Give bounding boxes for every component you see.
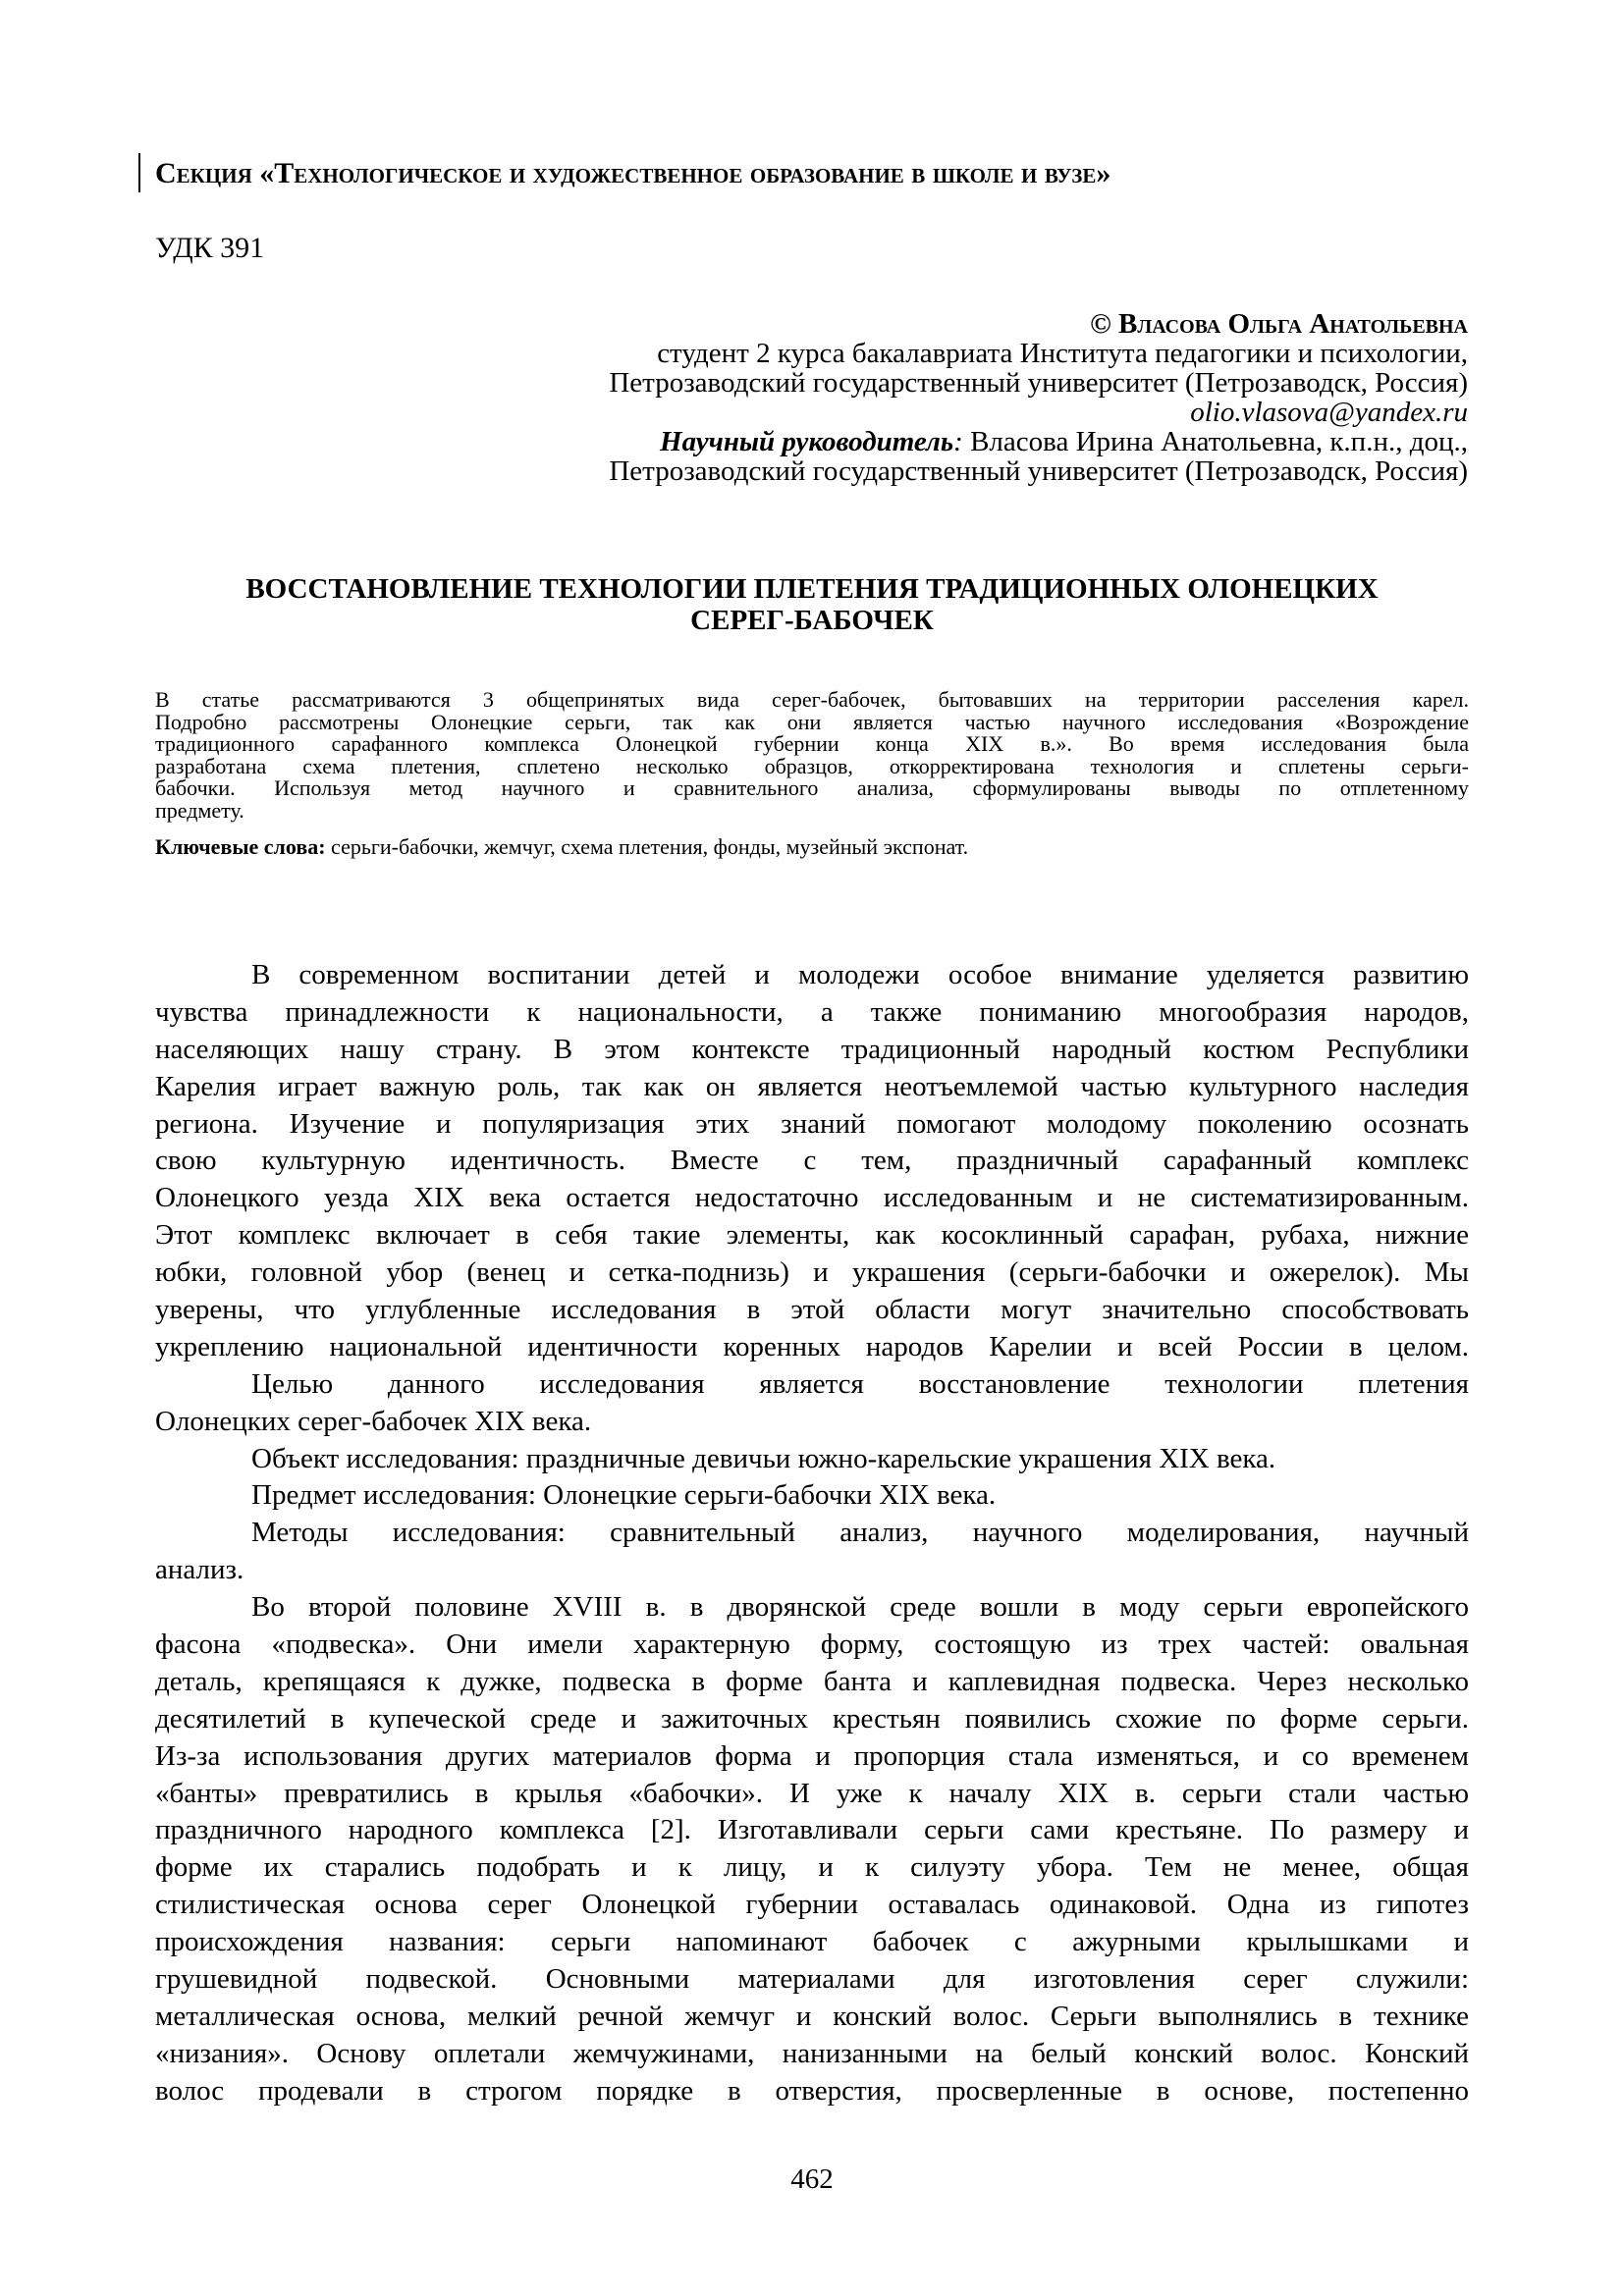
margin-bar xyxy=(138,153,140,192)
advisor-colon: : xyxy=(953,426,963,457)
udk-code: УДК 391 xyxy=(155,232,265,264)
advisor-line xyxy=(609,427,1468,456)
author-block xyxy=(609,309,1468,486)
advisor-affiliation: Петрозаводский государственный университет (Петрозаводск, Россия) xyxy=(609,455,1468,487)
body-line: юбки, головной убор (венец и сетка-поднизь) и украшения (серьги-бабочки и ожерелок). Мы xyxy=(155,1256,1469,1289)
abstract-line: В статье рассматриваются 3 общепринятых вида серег-бабочек, бытовавших на территории расселения карел. xyxy=(155,687,1469,712)
title-line: СЕРЕГ-БАБОЧЕК xyxy=(690,605,934,636)
title-line: ВОССТАНОВЛЕНИЕ ТЕХНОЛОГИИ ПЛЕТЕНИЯ ТРАДИЦИОННЫХ ОЛОНЕЦКИХ xyxy=(245,573,1379,605)
body-line: Объект исследования: праздничные девичьи южно-карельские украшения XIX века. xyxy=(251,1442,1276,1474)
keywords xyxy=(155,835,968,859)
page-number: 462 xyxy=(790,2163,834,2195)
body-line: волос продевали в строгом порядке в отверстия, просверленные в основе, постепенно xyxy=(155,2074,1469,2107)
article-title xyxy=(155,573,1469,636)
body-line: форме их старались подобрать и к лицу, и к силуэту убора. Тем не менее, общая xyxy=(155,1851,1469,1884)
body-text xyxy=(155,957,1469,2110)
section-header: Секция «Технологическое и художественное образование в школе и вузе» xyxy=(155,157,1111,189)
body-line: Карелия играет важную роль, так как он является неотъемлемой частью культурного наследия xyxy=(155,1070,1469,1102)
author-name: © Власова Ольга Анатольевна xyxy=(1090,308,1468,340)
keywords-label: Ключевые слова: xyxy=(155,834,326,859)
advisor-name: Власова Ирина Анатольевна, к.п.н., доц., xyxy=(962,426,1468,457)
body-line: «банты» превратились в крылья «бабочки». И уже к началу XIX в. серьги стали частью xyxy=(155,1777,1469,1809)
body-line: десятилетий в купеческой среде и зажиточных крестьян появились схожие по форме серьги. xyxy=(155,1702,1469,1735)
body-line: Предмет исследования: Олонецкие серьги-бабочки XIX века. xyxy=(251,1479,997,1512)
body-line: чувства принадлежности к национальности, а также пониманию многообразия народов, xyxy=(155,995,1469,1028)
body-line: свою культурную идентичность. Вместе с тем, праздничный сарафанный комплекс xyxy=(155,1145,1469,1177)
author-affiliation: Петрозаводский государственный университет (Петрозаводск, Россия) xyxy=(609,367,1468,399)
body-line: деталь, крепящаяся к дужке, подвеска в форме банта и каплевидная подвеска. Через несколько xyxy=(155,1665,1469,1697)
abstract-line: разработана схема плетения, сплетено несколько образцов, откорректирована технология и сплетены серьги- xyxy=(155,753,1469,778)
body-line: Олонецких серег-бабочек XIX века. xyxy=(155,1405,592,1437)
body-line: Из-за использования других материалов форма и пропорция стала изменяться, и со временем xyxy=(155,1739,1469,1772)
abstract-line: предмету. xyxy=(155,797,244,823)
body-line: региона. Изучение и популяризация этих знаний помогают молодому поколению осознать xyxy=(155,1107,1469,1140)
body-line: укреплению национальной идентичности коренных народов Карелии и всей России в целом. xyxy=(155,1330,1469,1362)
body-line: Этот комплекс включает в себя такие элементы, как косоклинный сарафан, рубаха, нижние xyxy=(155,1219,1469,1252)
body-line: грушевидной подвеской. Основными материалами для изготовления серег служили: xyxy=(155,1963,1469,1996)
abstract-line: традиционного сарафанного комплекса Олонецкой губернии конца XIX в.». Во время исследования была xyxy=(155,731,1469,757)
keywords-text: серьги-бабочки, жемчуг, схема плетения, фонды, музейный экспонат. xyxy=(325,834,969,859)
body-line: Методы исследования: сравнительный анализ, научного моделирования, научный xyxy=(251,1517,1469,1549)
abstract-line: Подробно рассмотрены Олонецкие серьги, так как они является частью научного исследования «Возрождение xyxy=(155,709,1469,734)
body-line: уверены, что углубленные исследования в этой области могут значительно способствовать xyxy=(155,1294,1469,1326)
body-line: фасона «подвеска». Они имели характерную форму, состоящую из трех частей: овальная xyxy=(155,1629,1469,1661)
advisor-label: Научный руководитель xyxy=(660,426,954,457)
body-line: праздничного народного комплекса [2]. Изготавливали серьги сами крестьяне. По размеру и xyxy=(155,1814,1469,1846)
abstract-line: бабочки. Используя метод научного и сравнительного анализа, сформулированы выводы по отплетенному xyxy=(155,775,1469,801)
body-line: «низания». Основу оплетали жемчужинами, нанизанными на белый конский волос. Конский xyxy=(155,2037,1469,2069)
abstract xyxy=(155,689,1469,823)
body-line: металлическая основа, мелкий речной жемчуг и конский волос. Серьги выполнялись в технике xyxy=(155,2000,1469,2032)
author-position: студент 2 курса бакалавриата Института педагогики и психологии, xyxy=(657,338,1468,369)
body-line: Олонецкого уезда XIX века остается недостаточно исследованным и не систематизированным. xyxy=(155,1182,1469,1214)
body-line: Целью данного исследования является восстановление технологии плетения xyxy=(251,1367,1469,1400)
body-line: стилистическая основа серег Олонецкой губернии оставалась одинаковой. Одна из гипотез xyxy=(155,1889,1469,1921)
body-line: происхождения названия: серьги напоминают бабочек с ажурными крылышками и xyxy=(155,1926,1469,1958)
body-line: анализ. xyxy=(155,1554,244,1586)
body-line: Во второй половине XVIII в. в дворянской среде вошли в моду серьги европейского xyxy=(251,1591,1469,1624)
body-line: населяющих нашу страну. В этом контексте традиционный народный костюм Республики xyxy=(155,1033,1469,1065)
body-line: В современном воспитании детей и молодежи особое внимание уделяется развитию xyxy=(251,959,1469,990)
author-email[interactable]: olio.vlasova@yandex.ru xyxy=(1190,397,1468,428)
